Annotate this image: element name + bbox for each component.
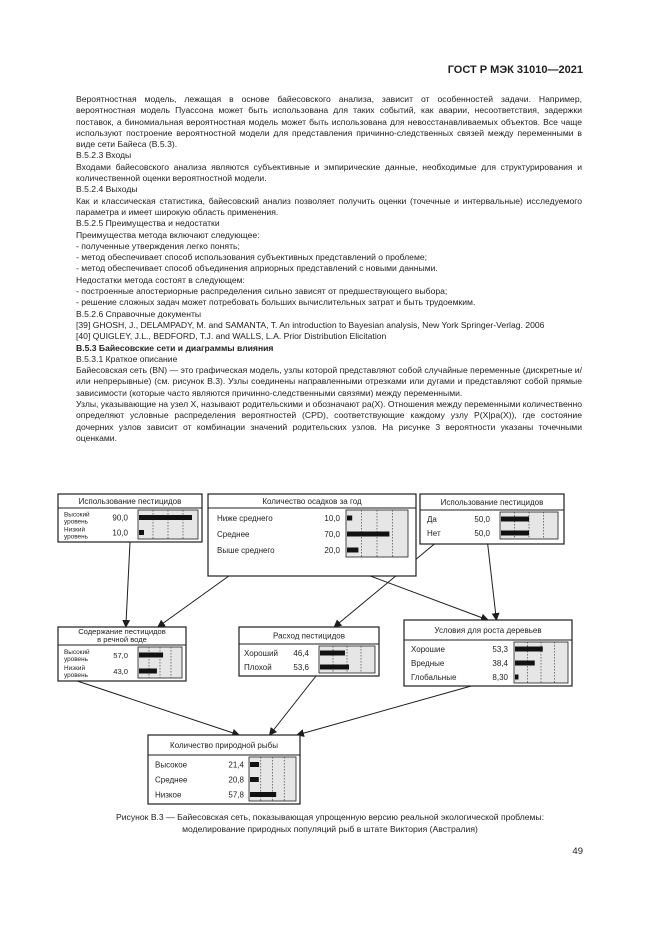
state-value: 10,0 [112, 528, 128, 538]
probability-bar [139, 669, 157, 674]
caption-line: моделирование природных популяций рыб в штате Виктория (Австралия) [182, 823, 478, 834]
paragraph: Как и классическая статистика, байесовский анализ позволяет получить оценки (точечные и интервальные) исследуемого параметра и имеет широкую область применения. [76, 195, 582, 217]
state-value: 70,0 [324, 530, 340, 539]
bn-node-fish [148, 735, 300, 804]
state-value: 53,3 [492, 645, 508, 654]
node-title: Количество природной рыбы [170, 741, 278, 750]
state-value: 38,4 [492, 659, 508, 668]
bn-node-rain [208, 494, 416, 576]
state-label: Плохой [244, 663, 272, 672]
paragraph: Байесовская сеть (BN) — это графическая модель, узлы которой представляют собой случайные переменные (дискретные и/или непрерывные) (см. рисунок B.3). Узлы соединены направленными отрезками или дугами и представляют собой прямые зависимости (которые часто являются причинно-следственными связями) между переменными. [76, 365, 582, 398]
state-label: Среднее [217, 530, 250, 539]
paragraph: Вероятностная модель, лежащая в основе байесовского анализа, зависит от особенностей задачи. Например, вероятностная модель Пуассона может быть использована для таких событий, как аварии, несоответствия, задержки поставок, а биномиальная вероятностная модель может быть использована для невосстанавливаемых объектов. Все чаще используют построение вероятностной модели для представления причинно-следственных связей между переменными в виде сети Байеса (B.5.3). [76, 94, 582, 150]
probability-bar [250, 792, 276, 797]
probability-bar [515, 661, 535, 666]
probability-bar [250, 762, 259, 767]
state-value: 50,0 [474, 529, 490, 538]
state-label: уровень [64, 518, 88, 526]
state-label: Высокий [64, 511, 90, 519]
probability-bar [320, 651, 345, 656]
state-label: Выше среднего [217, 546, 275, 555]
probability-bar [347, 532, 389, 537]
state-label: Вредные [411, 659, 445, 668]
reference: [40] QUIGLEY, J.L., BEDFORD, T.J. and WALLS, L.A. Prior Distribution Elicitation [76, 331, 387, 342]
probability-bar [501, 531, 529, 536]
paragraph: Недостатки метода состоят в следующем: [76, 274, 245, 285]
state-value: 43,0 [113, 667, 128, 676]
state-label: Хорошие [411, 645, 445, 654]
reference: [39] GHOSH, J., DELAMPADY, M. and SAMANTA, T. An introduction to Bayesian analysis, New York Springer-Verlag. 2006 [76, 319, 545, 330]
state-value: 20,8 [228, 775, 244, 785]
page-number: 49 [572, 846, 583, 857]
bn-edge-arrow [158, 576, 229, 627]
list-item: - построенные апостериорные распределения сильно зависят от предшествующего выбора; [76, 286, 448, 297]
probability-bar [501, 517, 529, 522]
probability-bar [320, 665, 349, 670]
state-value: 57,8 [228, 790, 244, 800]
node-title: Условия для роста деревьев [434, 626, 542, 635]
node-title: Использование пестицидов [440, 498, 544, 507]
section-heading: B.5.3.1 Краткое описание [76, 353, 178, 364]
bn-edge-arrow [488, 544, 497, 620]
probability-bar [139, 530, 144, 535]
bn-edge-arrow [297, 686, 471, 735]
document-header: ГОСТ Р МЭК 31010—2021 [447, 64, 583, 76]
state-label: Низкое [155, 790, 182, 800]
state-value: 8,30 [492, 673, 508, 682]
bn-node-pest1 [58, 494, 202, 542]
paragraph: Преимущества метода включают следующее: [76, 229, 260, 240]
state-label: уровень [64, 656, 88, 663]
bn-node-content [58, 627, 186, 681]
list-item: - метод обеспечивает способ объединения априорных представлений с новыми данными. [76, 263, 438, 274]
list-item: - полученные утверждения легко понять; [76, 240, 240, 251]
state-label: Нет [427, 529, 441, 538]
state-label: Высокое [155, 760, 188, 770]
figure-caption [60, 812, 600, 835]
probability-bar [139, 515, 192, 520]
bn-edge-arrow [270, 676, 316, 735]
section-heading: B.5.2.3 Входы [76, 150, 132, 161]
node-title: Содержание пестицидов [78, 627, 166, 636]
section-heading: B.5.2.6 Справочные документы [76, 308, 202, 319]
caption-line: Рисунок B.3 — Байесовская сеть, показывающая упрощенную версию реальной экологической проблемы: [116, 812, 544, 822]
state-label: Ниже среднего [217, 514, 273, 523]
probability-bar [515, 675, 518, 680]
state-label: Низкий [64, 665, 86, 672]
probability-bar [347, 548, 358, 553]
node-title: в речной воде [97, 635, 147, 644]
section-heading: B.5.2.4 Выходы [76, 184, 138, 195]
section-heading: B.5.2.5 Преимущества и недостатки [76, 218, 220, 229]
state-value: 20,0 [324, 546, 340, 555]
probability-bar [139, 653, 163, 658]
probability-bar [250, 777, 259, 782]
state-value: 46,4 [293, 649, 309, 658]
bn-edge-arrow [77, 681, 239, 735]
state-label: Низкий [64, 526, 86, 534]
state-value: 50,0 [474, 515, 490, 524]
state-label: Хороший [244, 649, 278, 658]
probability-bar [347, 516, 352, 521]
probability-bar [515, 647, 543, 652]
paragraph: Узлы, указывающие на узел X, называют родительскими и обозначают pa(X). Отношения между переменными количественно определяют условные распределения вероятностей (CPD), соответствующие каждому узлу P(X|pa(X)), где состояние дочерних узлов зависит от комбинации значений родительских узлов. На рисунке 3 вероятности указаны точечными оценками. [76, 399, 582, 443]
bn-edge-arrow [126, 542, 130, 627]
state-label: Глобальные [411, 673, 457, 682]
node-title: Расход пестицидов [273, 631, 345, 641]
state-label: Высокий [64, 649, 90, 656]
list-item: - метод обеспечивает способ использования субъективных представлений о проблеме; [76, 252, 428, 263]
state-value: 21,4 [228, 760, 244, 770]
node-title: Количество осадков за год [262, 497, 362, 506]
bn-node-pest2 [420, 494, 564, 544]
state-value: 10,0 [324, 514, 340, 523]
paragraph: Входами байесовского анализа являются субъективные и эмпирические данные, необходимые для структурирования и количественной оценки вероятностной модели. [76, 161, 582, 184]
state-value: 57,0 [113, 651, 128, 660]
state-value: 90,0 [112, 513, 128, 523]
state-value: 53,6 [293, 663, 309, 672]
section-heading-bold: B.5.3 Байесовские сети и диаграммы влияния [76, 342, 274, 353]
state-label: уровень [64, 533, 88, 541]
list-item: - решение сложных задач может потребовать больших вычислительных затрат и быть трудоемким. [76, 297, 476, 308]
state-label: уровень [64, 672, 88, 679]
bn-node-flow [239, 627, 379, 676]
node-title: Использование пестицидов [78, 497, 182, 506]
state-label: Да [427, 515, 437, 524]
bn-node-trees [404, 620, 572, 686]
state-label: Среднее [155, 775, 188, 785]
